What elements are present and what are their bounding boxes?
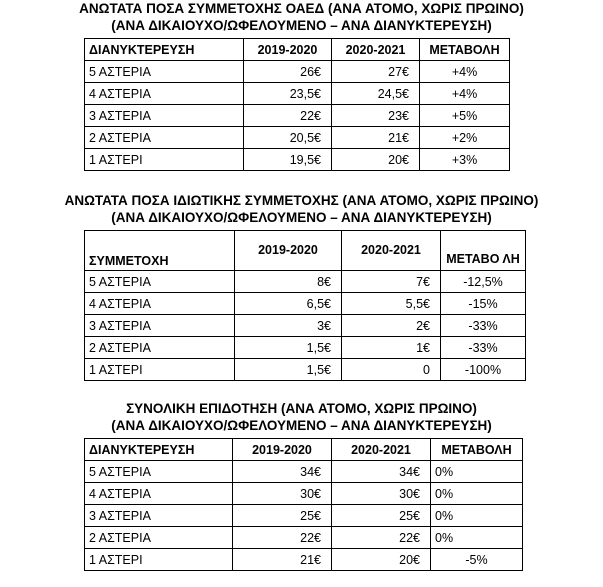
table-cell: +5% (420, 105, 510, 127)
table-cell: 0 (342, 359, 441, 381)
table-cell: 5 ΑΣΤΕΡΙΑ (85, 461, 233, 483)
table-cell: 21€ (332, 127, 420, 149)
table-cell: 2€ (342, 315, 441, 337)
section-title-line2: (ΑΝΑ ΔΙΚΑΙΟΥΧΟ/ΩΦΕΛΟΥΜΕΝΟ – ΑΝΑ ΔΙΑΝΥΚΤΕΡΕΥΣΗ) (111, 210, 492, 225)
section-title-line2: (ΑΝΑ ΔΙΚΑΙΟΥΧΟ/ΩΦΕΛΟΥΜΕΝΟ – ΑΝΑ ΔΙΑΝΥΚΤΕΡΕΥΣΗ) (111, 18, 492, 33)
table-cell: 1,5€ (235, 337, 342, 359)
table-row (85, 527, 523, 549)
table-cell: 22€ (332, 527, 431, 549)
table-row (85, 105, 510, 127)
table-cell: 34€ (233, 461, 332, 483)
table-cell: 3€ (235, 315, 342, 337)
table-cell: 34€ (332, 461, 431, 483)
table-cell: 27€ (332, 61, 420, 83)
table-cell: +2% (420, 127, 510, 149)
section-total-subsidy (0, 400, 603, 567)
table-row (85, 549, 523, 571)
column-header: ΜΕΤΑΒΟΛΗ (420, 39, 510, 61)
column-header: 2020-2021 (332, 439, 431, 461)
total-subsidy-table (84, 438, 523, 571)
table-cell: +4% (420, 83, 510, 105)
table-row (85, 461, 523, 483)
table-row (85, 293, 526, 315)
table-cell: 0% (431, 483, 523, 505)
column-header: ΔΙΑΝΥΚΤΕΡΕΥΣΗ (85, 439, 233, 461)
table-cell: 1€ (342, 337, 441, 359)
oaed-contribution-table (84, 38, 510, 171)
table-cell: 2 ΑΣΤΕΡΙΑ (85, 527, 233, 549)
table-cell: +3% (420, 149, 510, 171)
section-title-line1: ΣΥΝΟΛΙΚΗ ΕΠΙΔΟΤΗΣΗ (ΑΝΑ ΑΤΟΜΟ, ΧΩΡΙΣ ΠΡΩΙΝΟ) (126, 401, 477, 416)
table-cell: 6,5€ (235, 293, 342, 315)
table-row (85, 61, 510, 83)
table-cell: -15% (441, 293, 526, 315)
table-row (85, 127, 510, 149)
table-cell: 3 ΑΣΤΕΡΙΑ (85, 315, 235, 337)
table-cell: 20€ (332, 149, 420, 171)
table-cell: 4 ΑΣΤΕΡΙΑ (85, 483, 233, 505)
column-header: ΜΕΤΑΒΟ ΛΗ (441, 231, 526, 271)
table-cell: 1,5€ (235, 359, 342, 381)
table-cell: -33% (441, 337, 526, 359)
table-row (85, 359, 526, 381)
table-cell: 0% (431, 461, 523, 483)
table-cell: 7€ (342, 271, 441, 293)
table-cell: 22€ (233, 527, 332, 549)
table-row (85, 315, 526, 337)
section-oaed-contribution (0, 0, 603, 167)
table-cell: -33% (441, 315, 526, 337)
table-cell: 22€ (244, 105, 332, 127)
table-header-row (85, 39, 510, 61)
table-cell: 30€ (332, 483, 431, 505)
section-title-line1: ΑΝΩΤΑΤΑ ΠΟΣΑ ΣΥΜΜΕΤΟΧΗΣ ΟΑΕΔ (ΑΝΑ ΑΤΟΜΟ, ΧΩΡΙΣ ΠΡΩΙΝΟ) (79, 1, 524, 16)
table-row (85, 483, 523, 505)
column-header: ΜΕΤΑΒΟΛΗ (431, 439, 523, 461)
table-cell: 20,5€ (244, 127, 332, 149)
table-cell: -5% (431, 549, 523, 571)
table-row (85, 337, 526, 359)
table-cell: 1 ΑΣΤΕΡΙ (85, 149, 244, 171)
table-row (85, 505, 523, 527)
table-cell: 26€ (244, 61, 332, 83)
table-cell: 0% (431, 505, 523, 527)
table-cell: 25€ (233, 505, 332, 527)
table-cell: 1 ΑΣΤΕΡΙ (85, 359, 235, 381)
private-contribution-table (84, 230, 526, 381)
table-cell: +4% (420, 61, 510, 83)
column-header: 2019-2020 (244, 39, 332, 61)
table-cell: 5 ΑΣΤΕΡΙΑ (85, 271, 235, 293)
table-cell: 4 ΑΣΤΕΡΙΑ (85, 83, 244, 105)
column-header: 2020-2021 (332, 39, 420, 61)
column-header: 2020-2021 (342, 231, 441, 271)
table-row (85, 83, 510, 105)
table-cell: 23€ (332, 105, 420, 127)
table-cell: 8€ (235, 271, 342, 293)
table-cell: -100% (441, 359, 526, 381)
table-cell: 3 ΑΣΤΕΡΙΑ (85, 505, 233, 527)
table-cell: -12,5% (441, 271, 526, 293)
section-title-line2: (ΑΝΑ ΔΙΚΑΙΟΥΧΟ/ΩΦΕΛΟΥΜΕΝΟ – ΑΝΑ ΔΙΑΝΥΚΤΕΡΕΥΣΗ) (111, 418, 492, 433)
table-cell: 23,5€ (244, 83, 332, 105)
table-row (85, 149, 510, 171)
table-row (85, 271, 526, 293)
table-cell: 1 ΑΣΤΕΡΙ (85, 549, 233, 571)
table-cell: 3 ΑΣΤΕΡΙΑ (85, 105, 244, 127)
section-private-contribution (0, 192, 603, 377)
section-title-line1: ΑΝΩΤΑΤΑ ΠΟΣΑ ΙΔΙΩΤΙΚΗΣ ΣΥΜΜΕΤΟΧΗΣ (ΑΝΑ ΑΤΟΜΟ, ΧΩΡΙΣ ΠΡΩΙΝΟ) (64, 193, 539, 208)
table-cell: 4 ΑΣΤΕΡΙΑ (85, 293, 235, 315)
table-cell: 21€ (233, 549, 332, 571)
table-header-row (85, 439, 523, 461)
table-cell: 0% (431, 527, 523, 549)
column-header: ΣΥΜΜΕΤΟΧΗ (85, 231, 235, 271)
table-cell: 25€ (332, 505, 431, 527)
table-cell: 2 ΑΣΤΕΡΙΑ (85, 337, 235, 359)
table-cell: 5 ΑΣΤΕΡΙΑ (85, 61, 244, 83)
table-cell: 5,5€ (342, 293, 441, 315)
column-header: ΔΙΑΝΥΚΤΕΡΕΥΣΗ (85, 39, 244, 61)
table-cell: 24,5€ (332, 83, 420, 105)
table-header-row (85, 231, 526, 271)
table-cell: 20€ (332, 549, 431, 571)
column-header: 2019-2020 (235, 231, 342, 271)
column-header: 2019-2020 (233, 439, 332, 461)
table-cell: 2 ΑΣΤΕΡΙΑ (85, 127, 244, 149)
table-cell: 30€ (233, 483, 332, 505)
table-cell: 19,5€ (244, 149, 332, 171)
